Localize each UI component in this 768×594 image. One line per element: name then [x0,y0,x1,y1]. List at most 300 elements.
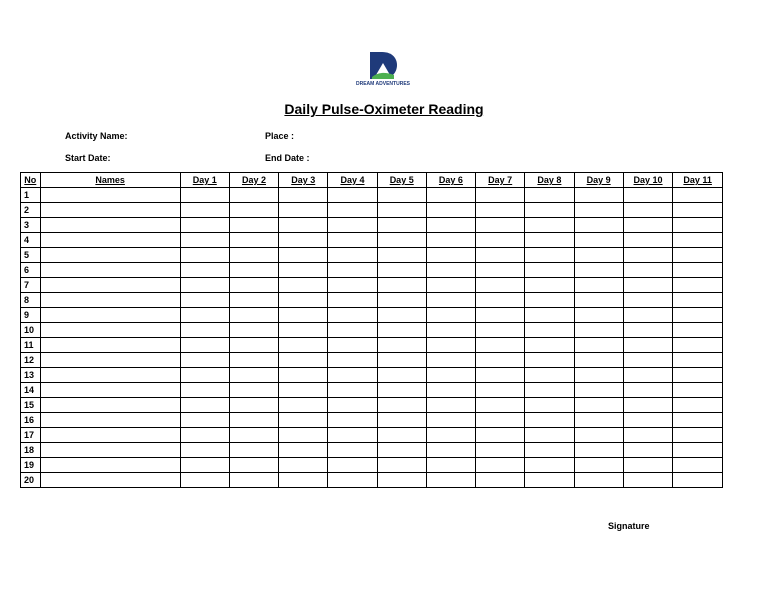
reading-cell[interactable] [328,218,377,233]
reading-cell[interactable] [377,443,426,458]
reading-cell[interactable] [180,398,229,413]
column-header: Day 11 [673,173,723,188]
reading-cell[interactable] [229,398,278,413]
reading-cell[interactable] [229,203,278,218]
reading-cell[interactable] [426,428,475,443]
reading-cell[interactable] [426,443,475,458]
reading-cell[interactable] [574,308,623,323]
reading-cell[interactable] [279,368,328,383]
reading-cell[interactable] [279,353,328,368]
reading-cell[interactable] [328,278,377,293]
column-header: Day 7 [476,173,525,188]
reading-cell[interactable] [279,398,328,413]
name-cell[interactable] [40,263,180,278]
table-row [21,368,723,383]
reading-cell[interactable] [426,368,475,383]
reading-cell[interactable] [279,203,328,218]
reading-cell[interactable] [377,308,426,323]
name-cell[interactable] [40,353,180,368]
reading-cell[interactable] [328,353,377,368]
reading-cell[interactable] [328,428,377,443]
reading-cell[interactable] [426,218,475,233]
reading-cell[interactable] [229,248,278,263]
reading-cell[interactable] [623,218,673,233]
row-number[interactable]: 11 [21,338,41,353]
row-number[interactable]: 6 [21,263,41,278]
reading-sheet [20,172,723,500]
reading-cell[interactable] [525,353,574,368]
reading-cell[interactable] [180,338,229,353]
reading-cell[interactable] [180,233,229,248]
name-cell[interactable] [40,458,180,473]
reading-cell[interactable] [426,458,475,473]
table-row [21,443,723,458]
column-header: Day 3 [279,173,328,188]
reading-cell[interactable] [426,383,475,398]
reading-cell[interactable] [180,203,229,218]
reading-cell[interactable] [426,398,475,413]
reading-cell[interactable] [476,233,525,248]
reading-cell[interactable] [574,323,623,338]
reading-cell[interactable] [328,323,377,338]
reading-cell[interactable] [279,383,328,398]
reading-cell[interactable] [180,353,229,368]
reading-cell[interactable] [279,428,328,443]
name-cell[interactable] [40,428,180,443]
reading-cell[interactable] [623,293,673,308]
reading-cell[interactable] [229,218,278,233]
reading-cell[interactable] [623,248,673,263]
reading-cell[interactable] [623,353,673,368]
reading-cell[interactable] [574,443,623,458]
reading-cell[interactable] [525,203,574,218]
reading-cell[interactable] [623,188,673,203]
reading-cell[interactable] [229,188,278,203]
reading-cell[interactable] [673,308,723,323]
reading-cell[interactable] [574,278,623,293]
reading-cell[interactable] [525,413,574,428]
reading-cell[interactable] [328,383,377,398]
reading-cell[interactable] [279,278,328,293]
reading-cell[interactable] [623,308,673,323]
table-row [21,248,723,263]
name-cell[interactable] [40,218,180,233]
reading-cell[interactable] [279,443,328,458]
reading-cell[interactable] [180,188,229,203]
column-header: No [21,173,41,188]
reading-cell[interactable] [377,263,426,278]
reading-cell[interactable] [623,428,673,443]
reading-cell[interactable] [574,203,623,218]
name-cell[interactable] [40,188,180,203]
reading-cell[interactable] [229,278,278,293]
reading-cell[interactable] [229,263,278,278]
reading-cell[interactable] [476,308,525,323]
reading-cell[interactable] [180,323,229,338]
reading-cell[interactable] [623,413,673,428]
reading-cell[interactable] [377,203,426,218]
reading-cell[interactable] [279,233,328,248]
table-row [21,188,723,203]
reading-cell[interactable] [476,338,525,353]
reading-cell[interactable] [377,458,426,473]
reading-cell[interactable] [623,323,673,338]
reading-cell[interactable] [673,263,723,278]
row-number[interactable]: 4 [21,233,41,248]
reading-cell[interactable] [623,398,673,413]
reading-cell[interactable] [673,233,723,248]
reading-cell[interactable] [377,218,426,233]
reading-cell[interactable] [328,413,377,428]
reading-cell[interactable] [525,383,574,398]
reading-cell[interactable] [328,203,377,218]
reading-cell[interactable] [328,458,377,473]
reading-cell[interactable] [180,443,229,458]
row-number[interactable]: 2 [21,203,41,218]
reading-cell[interactable] [574,413,623,428]
reading-cell[interactable] [279,458,328,473]
reading-cell[interactable] [426,338,475,353]
row-number[interactable]: 18 [21,443,41,458]
reading-cell[interactable] [377,473,426,488]
reading-cell[interactable] [623,473,673,488]
reading-cell[interactable] [180,278,229,293]
reading-cell[interactable] [525,323,574,338]
table-row [21,413,723,428]
table-row [21,383,723,398]
reading-cell[interactable] [426,473,475,488]
reading-cell[interactable] [426,188,475,203]
reading-cell[interactable] [328,263,377,278]
reading-cell[interactable] [476,428,525,443]
table-row [21,353,723,368]
reading-cell[interactable] [673,353,723,368]
column-header: Day 8 [525,173,574,188]
reading-cell[interactable] [377,278,426,293]
reading-cell[interactable] [623,263,673,278]
row-number[interactable]: 17 [21,428,41,443]
reading-cell[interactable] [476,188,525,203]
reading-cell[interactable] [525,458,574,473]
column-header: Day 2 [229,173,278,188]
reading-cell[interactable] [574,263,623,278]
reading-cell[interactable] [377,353,426,368]
reading-cell[interactable] [229,233,278,248]
reading-cell[interactable] [623,458,673,473]
reading-cell[interactable] [476,368,525,383]
table-row [21,458,723,473]
signature-label: Signature [608,521,650,531]
name-cell[interactable] [40,443,180,458]
page-title: Daily Pulse-Oximeter Reading [284,101,484,117]
reading-cell[interactable] [673,458,723,473]
reading-cell[interactable] [229,338,278,353]
start-date-label: Start Date: [65,153,111,163]
reading-cell[interactable] [476,263,525,278]
reading-cell[interactable] [574,398,623,413]
name-cell[interactable] [40,293,180,308]
reading-cell[interactable] [623,368,673,383]
reading-cell[interactable] [229,443,278,458]
reading-cell[interactable] [377,188,426,203]
reading-cell[interactable] [426,413,475,428]
row-number[interactable]: 7 [21,278,41,293]
reading-cell[interactable] [229,368,278,383]
reading-cell[interactable] [180,458,229,473]
end-date-label: End Date : [265,153,310,163]
reading-cell[interactable] [180,368,229,383]
reading-cell[interactable] [525,233,574,248]
reading-cell[interactable] [229,308,278,323]
table-row [21,398,723,413]
reading-cell[interactable] [574,383,623,398]
reading-cell[interactable] [476,323,525,338]
column-header: Names [40,173,180,188]
name-cell[interactable] [40,338,180,353]
reading-cell[interactable] [426,353,475,368]
reading-cell[interactable] [180,218,229,233]
column-header: Day 1 [180,173,229,188]
reading-cell[interactable] [377,368,426,383]
reading-cell[interactable] [279,413,328,428]
reading-cell[interactable] [623,338,673,353]
reading-cell[interactable] [229,293,278,308]
reading-cell[interactable] [229,413,278,428]
mountain-logo-icon [368,50,398,80]
reading-cell[interactable] [279,473,328,488]
reading-cell[interactable] [328,248,377,263]
reading-cell[interactable] [673,278,723,293]
reading-cell[interactable] [525,443,574,458]
row-number[interactable]: 13 [21,368,41,383]
name-cell[interactable] [40,248,180,263]
reading-cell[interactable] [476,293,525,308]
reading-cell[interactable] [673,443,723,458]
reading-cell[interactable] [623,203,673,218]
reading-cell[interactable] [673,323,723,338]
reading-table [20,172,723,488]
reading-cell[interactable] [574,293,623,308]
row-number[interactable]: 1 [21,188,41,203]
reading-cell[interactable] [229,323,278,338]
table-row [21,233,723,248]
reading-cell[interactable] [328,233,377,248]
name-cell[interactable] [40,233,180,248]
reading-cell[interactable] [426,233,475,248]
activity-name-label: Activity Name: [65,131,128,141]
reading-cell[interactable] [229,428,278,443]
row-number[interactable]: 15 [21,398,41,413]
row-number[interactable]: 10 [21,323,41,338]
reading-cell[interactable] [476,218,525,233]
reading-cell[interactable] [279,188,328,203]
reading-cell[interactable] [328,293,377,308]
reading-cell[interactable] [476,248,525,263]
reading-cell[interactable] [623,278,673,293]
reading-cell[interactable] [377,293,426,308]
reading-cell[interactable] [279,338,328,353]
reading-cell[interactable] [525,278,574,293]
logo-name: DREAM ADVENTURES [356,81,410,87]
reading-cell[interactable] [623,443,673,458]
reading-cell[interactable] [525,293,574,308]
dream-adventures-logo [353,50,413,92]
reading-cell[interactable] [574,458,623,473]
reading-cell[interactable] [279,218,328,233]
reading-cell[interactable] [525,368,574,383]
reading-cell[interactable] [673,218,723,233]
reading-cell[interactable] [279,308,328,323]
reading-cell[interactable] [673,338,723,353]
reading-cell[interactable] [673,383,723,398]
row-number[interactable]: 12 [21,353,41,368]
reading-cell[interactable] [180,413,229,428]
name-cell[interactable] [40,203,180,218]
name-cell[interactable] [40,278,180,293]
reading-cell[interactable] [229,458,278,473]
reading-cell[interactable] [476,443,525,458]
place-label: Place : [265,131,295,141]
reading-cell[interactable] [673,188,723,203]
reading-cell[interactable] [574,428,623,443]
reading-cell[interactable] [673,368,723,383]
table-header-row [21,173,723,188]
reading-cell[interactable] [229,353,278,368]
reading-cell[interactable] [377,338,426,353]
reading-cell[interactable] [426,293,475,308]
table-row [21,218,723,233]
reading-cell[interactable] [377,398,426,413]
reading-cell[interactable] [673,203,723,218]
reading-cell[interactable] [673,248,723,263]
reading-cell[interactable] [673,428,723,443]
table-row [21,338,723,353]
reading-cell[interactable] [377,413,426,428]
reading-cell[interactable] [525,338,574,353]
reading-cell[interactable] [574,218,623,233]
reading-cell[interactable] [673,413,723,428]
reading-cell[interactable] [476,203,525,218]
name-cell[interactable] [40,398,180,413]
reading-cell[interactable] [426,278,475,293]
row-number[interactable]: 8 [21,293,41,308]
name-cell[interactable] [40,383,180,398]
reading-cell[interactable] [525,263,574,278]
table-row [21,278,723,293]
reading-cell[interactable] [180,428,229,443]
reading-cell[interactable] [476,278,525,293]
reading-cell[interactable] [426,308,475,323]
reading-cell[interactable] [328,308,377,323]
reading-cell[interactable] [476,353,525,368]
reading-cell[interactable] [476,458,525,473]
reading-cell[interactable] [426,203,475,218]
reading-cell[interactable] [525,428,574,443]
reading-cell[interactable] [476,473,525,488]
reading-cell[interactable] [377,383,426,398]
reading-cell[interactable] [525,398,574,413]
reading-cell[interactable] [574,353,623,368]
reading-cell[interactable] [574,338,623,353]
name-cell[interactable] [40,368,180,383]
reading-cell[interactable] [574,248,623,263]
reading-cell[interactable] [328,443,377,458]
reading-cell[interactable] [328,473,377,488]
name-cell[interactable] [40,308,180,323]
reading-cell[interactable] [229,383,278,398]
reading-cell[interactable] [476,413,525,428]
table-row [21,308,723,323]
reading-cell[interactable] [180,308,229,323]
reading-cell[interactable] [574,473,623,488]
reading-cell[interactable] [673,473,723,488]
reading-cell[interactable] [328,398,377,413]
reading-cell[interactable] [623,383,673,398]
row-number[interactable]: 3 [21,218,41,233]
column-header: Day 10 [623,173,673,188]
row-number[interactable]: 9 [21,308,41,323]
reading-cell[interactable] [377,248,426,263]
reading-cell[interactable] [673,293,723,308]
column-header: Day 9 [574,173,623,188]
reading-cell[interactable] [525,188,574,203]
row-number[interactable]: 5 [21,248,41,263]
reading-cell[interactable] [525,248,574,263]
reading-cell[interactable] [476,398,525,413]
reading-cell[interactable] [525,218,574,233]
name-cell[interactable] [40,473,180,488]
reading-cell[interactable] [180,263,229,278]
reading-cell[interactable] [279,323,328,338]
reading-cell[interactable] [623,233,673,248]
reading-cell[interactable] [328,368,377,383]
reading-cell[interactable] [426,323,475,338]
reading-cell[interactable] [377,323,426,338]
reading-cell[interactable] [180,383,229,398]
reading-cell[interactable] [229,473,278,488]
reading-cell[interactable] [525,308,574,323]
row-number[interactable]: 14 [21,383,41,398]
reading-cell[interactable] [426,248,475,263]
reading-cell[interactable] [180,293,229,308]
table-row [21,203,723,218]
reading-cell[interactable] [377,233,426,248]
reading-cell[interactable] [574,368,623,383]
row-number[interactable]: 19 [21,458,41,473]
column-header: Day 4 [328,173,377,188]
column-header: Day 5 [377,173,426,188]
name-cell[interactable] [40,323,180,338]
table-row [21,323,723,338]
reading-cell[interactable] [377,428,426,443]
row-number[interactable]: 16 [21,413,41,428]
reading-cell[interactable] [180,473,229,488]
row-number[interactable]: 20 [21,473,41,488]
reading-cell[interactable] [476,383,525,398]
reading-cell[interactable] [525,473,574,488]
reading-cell[interactable] [279,293,328,308]
reading-cell[interactable] [279,248,328,263]
reading-cell[interactable] [279,263,328,278]
reading-cell[interactable] [426,263,475,278]
reading-cell[interactable] [328,188,377,203]
name-cell[interactable] [40,413,180,428]
reading-cell[interactable] [574,233,623,248]
reading-cell[interactable] [673,398,723,413]
reading-cell[interactable] [328,338,377,353]
reading-cell[interactable] [180,248,229,263]
reading-cell[interactable] [574,188,623,203]
